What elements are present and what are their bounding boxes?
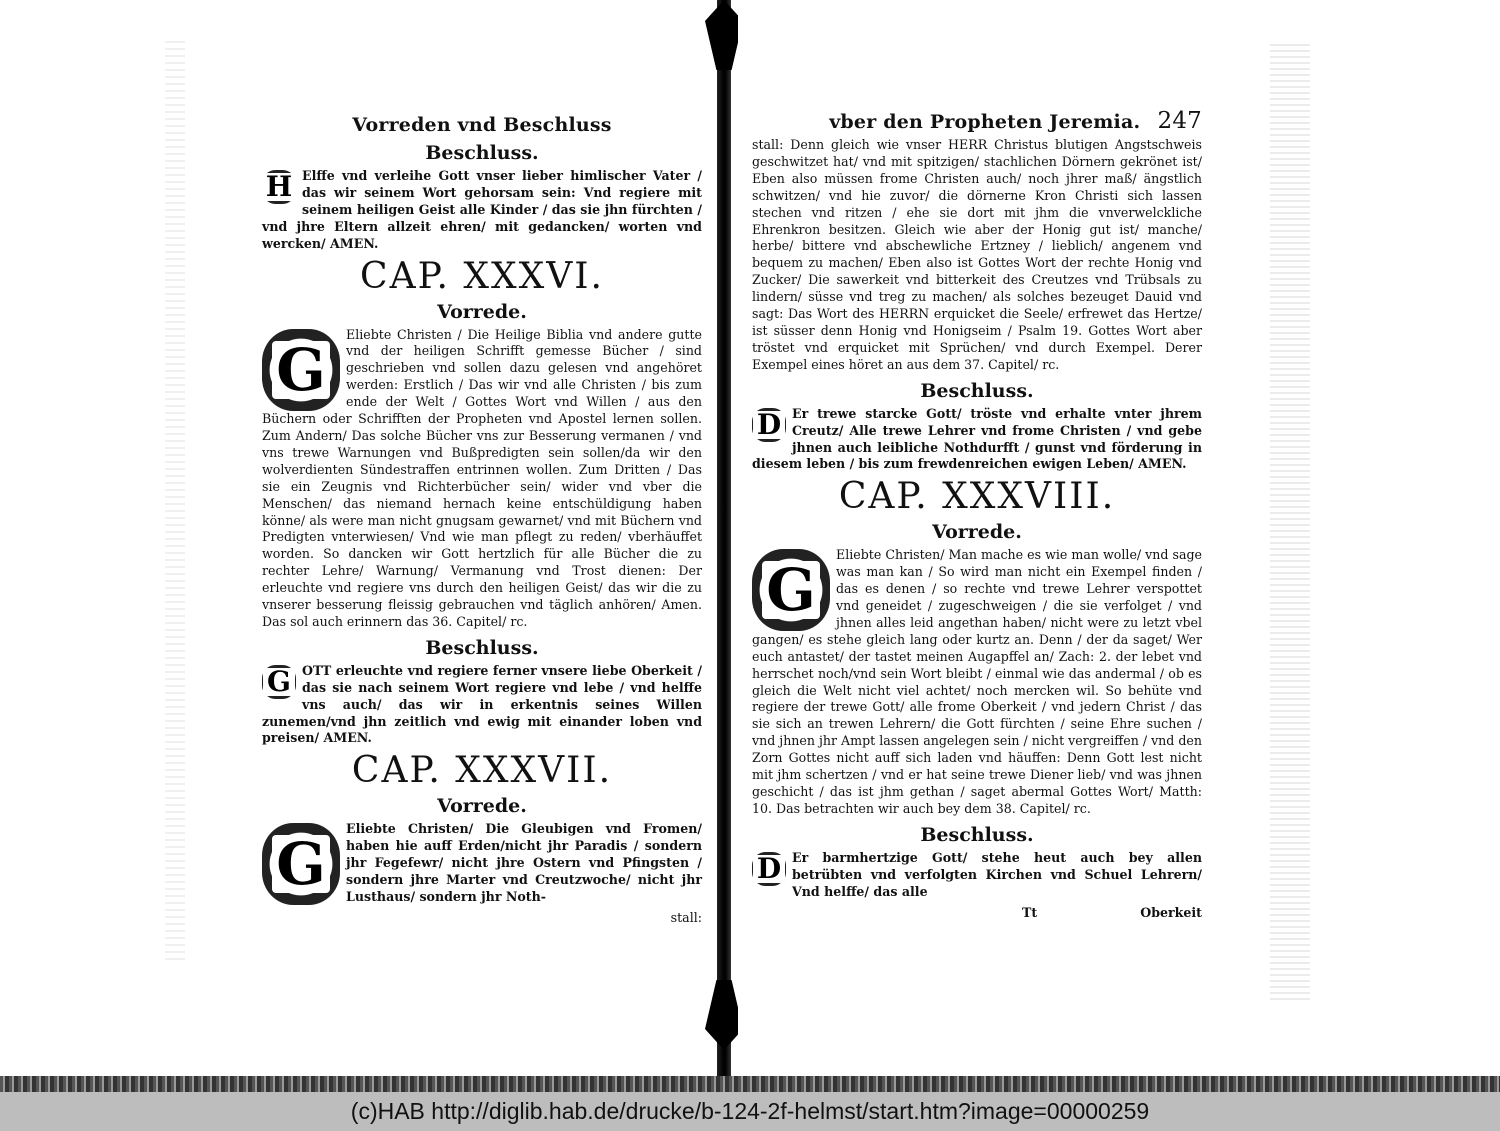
paragraph-text: OTT erleuchte vnd regiere ferner vnsere liebe Oberkeit / das sie nach seinem Wort regiere vnd lebe / vnd helffe vns auch/ das wir in erkentnis seines Willen zunemen/vnd jhn zeitlich vnd ewig mit einander loben vnd preisen/ AMEN.	[262, 662, 702, 746]
section-heading: Vorrede.	[932, 521, 1022, 544]
paragraph-text: Er trewe starcke Gott/ tröste vnd erhalte vnter jhrem Creutz/ Alle trewe Lehrer vnd frome Christen / vnd gebe jhnen auch leibliche Nothdurfft / gunst vnd förderung in diesem leben / bis zum frewdenreichen ewigen Leben/ AMEN.	[752, 405, 1202, 472]
section-heading: Beschluss.	[920, 379, 1034, 402]
paragraph-text: Er barmhertzige Gott/ stehe heut auch bey allen betrübten vnd verfolgten Kirchen vnd Schuel Lehrern/ Vnd helffe/ das alle	[792, 849, 1202, 899]
paragraph	[262, 663, 702, 748]
chapter-heading: CAP. XXXVI.	[360, 255, 604, 297]
running-head-row	[752, 108, 1202, 135]
scan-bottom-edge	[0, 1076, 1500, 1092]
section-heading: Beschluss.	[425, 636, 539, 659]
paragraph	[752, 547, 1202, 818]
left-page	[0, 0, 722, 1080]
chapter-heading: CAP. XXXVII.	[351, 750, 613, 792]
paragraph	[262, 168, 702, 253]
page-edge-texture	[165, 40, 185, 960]
signature-mark: Tt	[1022, 904, 1038, 920]
running-head: vber den Propheten Jeremia.	[829, 111, 1141, 133]
signature-row	[752, 905, 1202, 921]
book-gutter	[717, 0, 731, 1080]
decorated-initial: D	[752, 852, 786, 886]
right-page	[738, 0, 1500, 1080]
chapter-heading: CAP. XXXVIII.	[838, 476, 1116, 518]
paragraph-text: Eliebte Christen/ Die Gleubigen vnd Fromen/ haben hie auff Erden/nicht jhr Paradis / sondern jhr Fegefewr/ nicht jhre Ostern vnd Pfingsten / sondern jhre Marter vnd Creutzwoche/ nicht jhr Lusthaus/ sondern jhr Noth-	[346, 821, 702, 904]
section-heading: Vorrede.	[437, 300, 527, 323]
paragraph	[752, 850, 1202, 901]
section-heading: Beschluss.	[425, 142, 539, 164]
left-text-column	[262, 112, 702, 926]
paragraph-text: Elffe vnd verleihe Gott vnser lieber himlischer Vater / das wir seinem Wort gehorsam sein: Vnd regiere mit seinem heiligen Geist alle Kinder / das sie jhn fürchten / vnd jhre Eltern allzeit ehren/ mit gedancken/ worten vnd wercken/ AMEN.	[262, 168, 702, 251]
page-edge-texture	[1270, 40, 1310, 1000]
decorated-initial: H	[262, 170, 296, 204]
catchword: Oberkeit	[1140, 904, 1202, 920]
right-text-column	[752, 108, 1202, 921]
footer-text: (c)HAB http://diglib.hab.de/drucke/b-124-2f-helmst/start.htm?image=00000259	[350, 1098, 1150, 1124]
section-heading: Vorrede.	[437, 795, 527, 818]
copyright-footer	[0, 1092, 1500, 1131]
decorated-initial: D	[752, 408, 786, 442]
section-heading: Beschluss.	[920, 823, 1034, 846]
paragraph	[752, 406, 1202, 474]
decorated-initial: G	[262, 665, 296, 699]
paragraph	[262, 327, 702, 631]
paragraph-text: Eliebte Christen/ Man mache es wie man wolle/ vnd sage was man kan / So wird man nicht ein Exempel finden / das es denen / so rechte vnd trewe Lehrer verspottet vnd geneidet / zugeschweigen / die sie verfolget / vnd jhnen alles leid angethan haben/ nicht were zu letzt vbel gangen/ es stehe gleich lang oder kurtz an. Denn / der da saget/ Wer euch antastet/ der tastet meinen Augapffel an/ Zach: 2. der lebet vnd herrschet noch/vnd sein Wort bleibt / einmal wie das andermal / ob es gleich die Welt nicht viel achtet/ noch mercken wil. So behüte vnd regiere der trewe Gott/ alle frome Oberkeit / vnd jedern Christ / das sie sich an trewen Lehrern/ die Gott fürchten / seine Ehre suchen / vnd jhnen jhr Ampt lassen angelegen sein / nicht vergreiffen / vnd den Zorn Gottes nicht auff sich laden vnd häuffen: Denn Gott lest nicht mit jhm schertzen / vnd er hat seine trewe Diener lieb/ vnd was jhnen geschicht / das ist jhm gethan / saget abermal Gottes Wort/ Matth: 10. Das betrachten wir auch bey dem 38. Capitel/ rc.	[752, 547, 1202, 816]
decorated-initial: G	[752, 549, 830, 631]
paragraph: stall: Denn gleich wie vnser HERR Christus blutigen Angstschweis geschwitzet hat/ vnd mit spitzigen/ stachlichen Dörnern gekrönet ist/ Eben also müssen frome Christen auch/ noch jhrer maß/ ängstlich schwitzen/ vnd hie zuvor/ die dörnerne Kron Christi sich lassen stechen vnd ritzen / ehe sie dort mit jhm die vnverwelckliche Ehrenkron besitzen. Gleich wie aber der Honig gut ist/ manche/ herbe/ bittere vnd abschewliche Ertzney / lieblich/ angenem vnd bequem zu machen/ Eben also ist Gottes Wort der rechte Honig vnd Zucker/ Die sawerkeit vnd bitterkeit des Creutzes vnd Trübsals zu lindern/ süsse vnd treg zu machen/ als solches bezeuget Dauid vnd sagt: Das Wort des HERRN erquicket die Seele/ erfrewet das Hertze/ ist süsser denn Honig vnd Honigseim / Psalm 19. Gottes Wort aber tröstet vnd erquicket mit Sprüchen/ vnd durch Exempel. Derer Exempel eines höret an aus dem 37. Capitel/ rc.	[752, 137, 1202, 372]
running-head: Vorreden vnd Beschluss	[352, 114, 612, 136]
page-number: 247	[1157, 108, 1202, 134]
catchword: stall:	[670, 909, 702, 925]
paragraph-text: Eliebte Christen / Die Heilige Biblia vnd andere gutte vnd der heiligen Schrifft gemesse Bücher / sind geschrieben vnd sollen dazu gelesen vnd angehöret werden: Erstlich / Das wir vnd alle Christen / bis zum ende der Welt / Gottes Wort vnd Willen / aus den Büchern oder Schrifften der Propheten vnd Apostel lernen sollen. Zum Andern/ Das solche Bücher vns zur Besserung vermanen / vnd vns trewe Warnungen vnd Bußpredigten sein sollen/da wir den wolverdienten Sündestraffen entrinnen wollen. Zum Dritten / Das sie ein Zeugnis vnd Richterbücher sein/ wider vnd vber die Menschen/ das niemand hernach keine entschüldigung haben könne/ als were man nicht gnugsam gewarnet/ vnd mit Büchern vnd Predigten vnterwiesen/ Vnd wie man pflegt zu reden/ vberhäuffet worden. So dancken wir Gott hertzlich für alle Bücher die zu rechter Lehre/ Warnung/ Vermanung vnd Trost dienen: Der erleuchte vnd regiere vns durch den heiligen Geist/ das wir die zu vnserer besserung fleissig gebrauchen vnd täglich anhören/ Amen. Das sol auch erinnern das 36. Capitel/ rc.	[262, 326, 702, 629]
decorated-initial: G	[262, 329, 340, 411]
paragraph	[262, 821, 702, 906]
decorated-initial: G	[262, 823, 340, 905]
